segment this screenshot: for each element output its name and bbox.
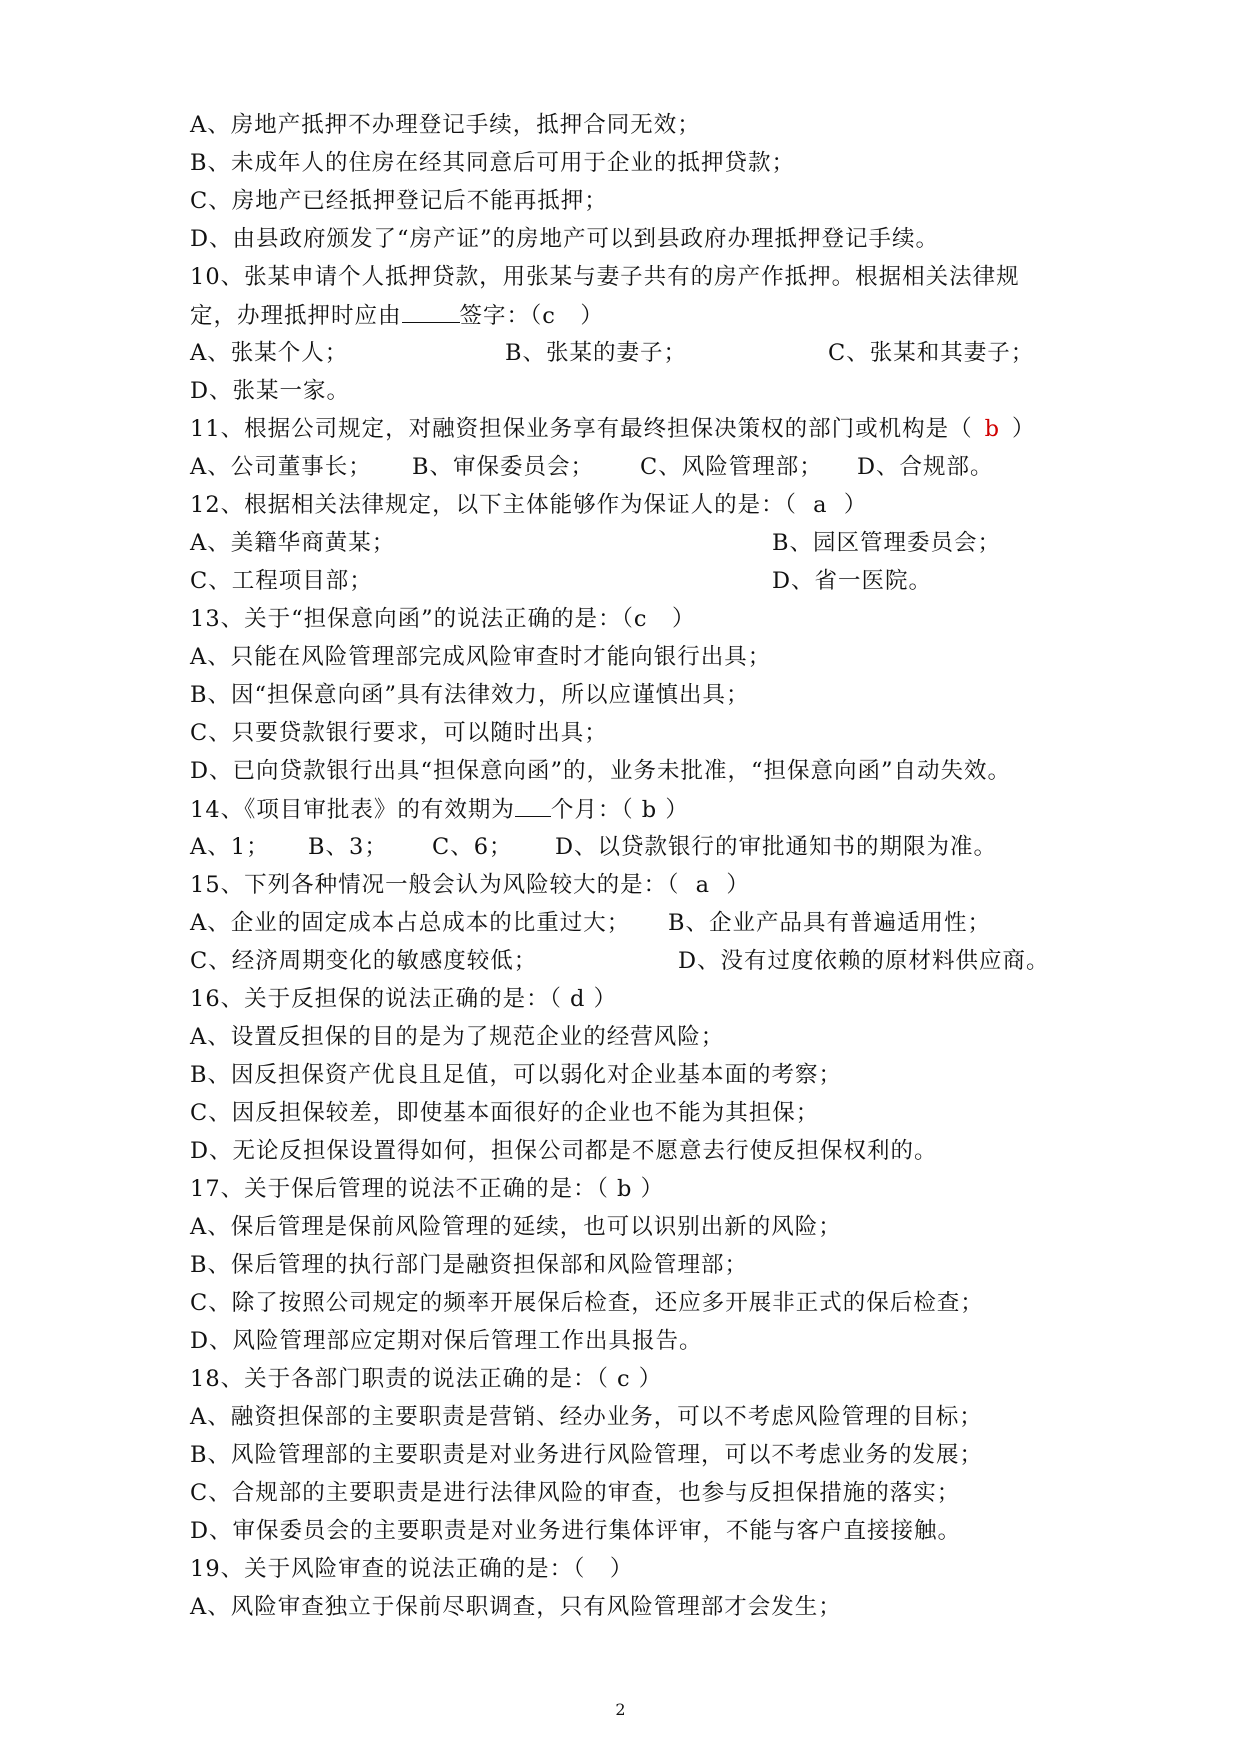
q11-option-d: D、合规部。 (857, 454, 994, 480)
q15-option-c: C、经济周期变化的敏感度较低； (190, 948, 538, 974)
q17-question: 17、关于保后管理的说法不正确的是：（ b ） (190, 1176, 665, 1202)
q14-question (190, 790, 689, 829)
q11-option-c: C、风险管理部； (640, 454, 823, 480)
q16-option-d: D、无论反担保设置得如何，担保公司都是不愿意去行使反担保权利的。 (190, 1138, 938, 1164)
q15-question: 15、下列各种情况一般会认为风险较大的是：（ a ） (190, 872, 750, 898)
q19-option-a: A、风险审查独立于保前尽职调查，只有风险管理部才会发生； (190, 1594, 842, 1620)
q13-option-d: D、已向贷款银行出具“担保意向函”的，业务未批准，“担保意向函”自动失效。 (190, 758, 1012, 784)
q14-option-b: B、3； (308, 834, 388, 860)
q12-option-b: B、园区管理委员会； (772, 530, 1002, 556)
q9-option-b: B、未成年人的住房在经其同意后可用于企业的抵押贷款； (190, 150, 796, 176)
q11-answer: b (984, 416, 1001, 442)
q15-option-b: B、企业产品具有普遍适用性； (668, 910, 992, 936)
q18-option-a: A、融资担保部的主要职责是营销、经办业务，可以不考虑风险管理的目标； (190, 1404, 983, 1430)
q12-option-a: A、美籍华商黄某； (190, 530, 396, 556)
q10-option-c: C、张某和其妻子； (828, 340, 1035, 366)
q18-question: 18、关于各部门职责的说法正确的是：（ c ） (190, 1366, 663, 1392)
q17-option-a: A、保后管理是保前风险管理的延续，也可以识别出新的风险； (190, 1214, 842, 1240)
q13-option-c: C、只要贷款银行要求，可以随时出具； (190, 720, 608, 746)
q10-option-b: B、张某的妻子； (505, 340, 688, 366)
q11-question (190, 410, 1036, 448)
q16-option-c: C、因反担保较差，即使基本面很好的企业也不能为其担保； (190, 1100, 820, 1126)
q14-text-after-blank: 个月：（ b ） (550, 797, 689, 823)
q14-option-c: C、6； (432, 834, 513, 860)
q14-answer-blank (515, 790, 551, 817)
q11-question-close: ） (1012, 416, 1036, 442)
q18-option-d: D、审保委员会的主要职责是对业务进行集体评审，不能与客户直接接触。 (190, 1518, 962, 1544)
q14-text-before-blank: 14、《项目审批表》的有效期为 (190, 797, 515, 823)
q9-option-d: D、由县政府颁发了“房产证”的房地产可以到县政府办理抵押登记手续。 (190, 226, 940, 252)
q12-question: 12、根据相关法律规定，以下主体能够作为保证人的是：（ a ） (190, 492, 868, 518)
q10-question-line2 (190, 296, 604, 335)
q13-option-a: A、只能在风险管理部完成风险审查时才能向银行出具； (190, 644, 772, 670)
q14-option-a: A、1； (190, 834, 270, 860)
q11-option-b: B、审保委员会； (412, 454, 595, 480)
q16-option-a: A、设置反担保的目的是为了规范企业的经营风险； (190, 1024, 725, 1050)
q11-question-text: 11、根据公司规定，对融资担保业务享有最终担保决策权的部门或机构是（ (190, 416, 973, 442)
q10-text-before-blank: 定，办理抵押时应由 (190, 303, 402, 329)
q17-option-d: D、风险管理部应定期对保后管理工作出具报告。 (190, 1328, 703, 1354)
q10-answer-blank (402, 296, 460, 323)
q9-option-c: C、房地产已经抵押登记后不能再抵押； (190, 188, 608, 214)
q9-option-a: A、房地产抵押不办理登记手续，抵押合同无效； (190, 112, 701, 138)
q19-question: 19、关于风险审查的说法正确的是：（ ） (190, 1556, 634, 1582)
q13-question: 13、关于“担保意向函”的说法正确的是：（c ） (190, 606, 696, 632)
q10-option-a: A、张某个人； (190, 340, 349, 366)
q15-option-a: A、企业的固定成本占总成本的比重过大； (190, 910, 631, 936)
q18-option-b: B、风险管理部的主要职责是对业务进行风险管理，可以不考虑业务的发展； (190, 1442, 984, 1468)
q14-option-d: D、以贷款银行的审批通知书的期限为准。 (555, 834, 998, 860)
q18-option-c: C、合规部的主要职责是进行法律风险的审查，也参与反担保措施的落实； (190, 1480, 961, 1506)
q17-option-b: B、保后管理的执行部门是融资担保部和风险管理部； (190, 1252, 749, 1278)
q15-option-d: D、没有过度依赖的原材料供应商。 (678, 948, 1050, 974)
q11-option-a: A、公司董事长； (190, 454, 372, 480)
page-number: 2 (615, 1700, 626, 1719)
q16-option-b: B、因反担保资产优良且足值，可以弱化对企业基本面的考察； (190, 1062, 843, 1088)
q13-option-b: B、因“担保意向函”具有法律效力，所以应谨慎出具； (190, 682, 750, 708)
q12-option-d: D、省一医院。 (772, 568, 933, 594)
q12-option-c: C、工程项目部； (190, 568, 373, 594)
q17-option-c: C、除了按照公司规定的频率开展保后检查，还应多开展非正式的保后检查； (190, 1290, 984, 1316)
q10-text-after-blank: 签字：（c ） (459, 303, 604, 329)
q10-question-line1: 10、张某申请个人抵押贷款，用张某与妻子共有的房产作抵押。根据相关法律规 (190, 264, 1020, 290)
q10-option-d: D、张某一家。 (190, 378, 351, 404)
q16-question: 16、关于反担保的说法正确的是：（ d ） (190, 986, 618, 1012)
